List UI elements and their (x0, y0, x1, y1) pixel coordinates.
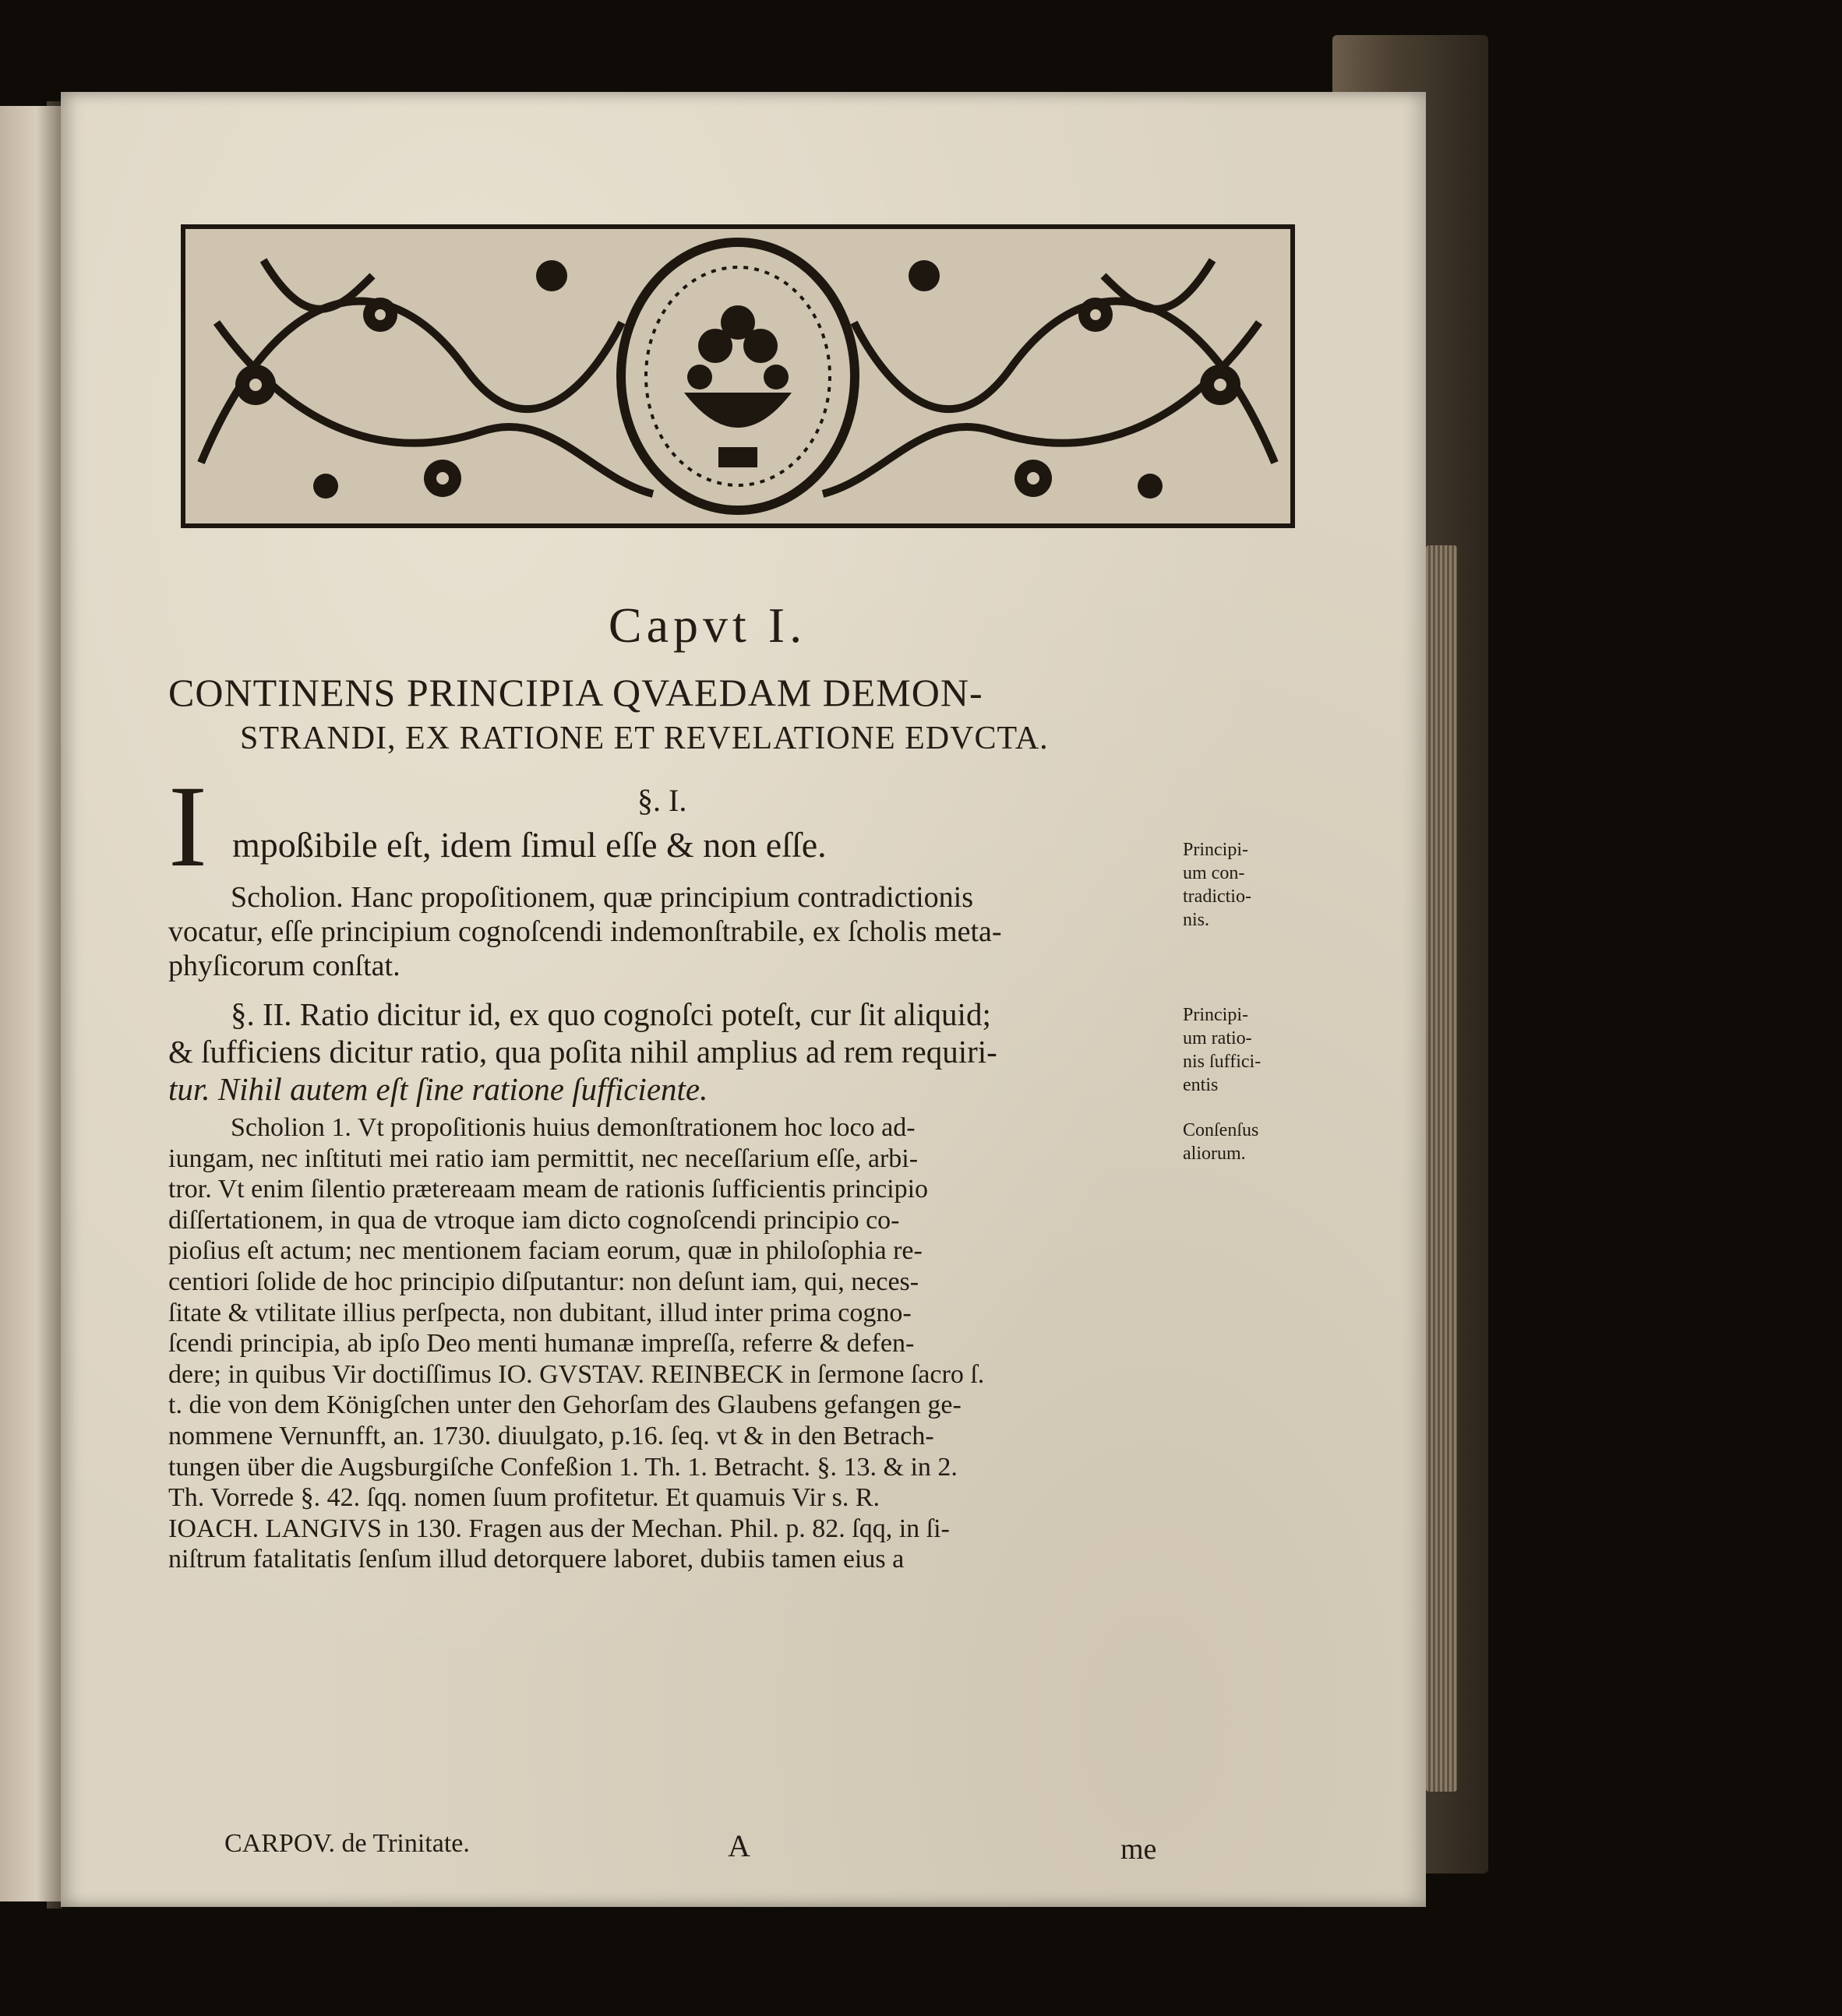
margin-note-line: um con- (1183, 863, 1245, 883)
margin-note-line: Conſenſus (1183, 1120, 1259, 1140)
section-1-text: mpoßibile eſt, idem ſimul eſſe & non eſſe. (232, 825, 827, 865)
margin-note-line: aliorum. (1183, 1144, 1246, 1164)
chapter-title-line-2: STRANDI, EX RATIONE ET REVELATIONE EDVCTA. (240, 721, 1049, 756)
footer-catchword: me (1120, 1833, 1157, 1866)
text-line: vocatur, eſſe principium cognoſcendi indemonſtrabile, ex ſcholis meta- (168, 915, 1002, 948)
section-2-paragraph (168, 996, 1259, 1108)
margin-note-line: nis. (1183, 910, 1210, 930)
left-page-edge (0, 106, 61, 1901)
text-line: phyſicorum conſtat. (168, 950, 401, 982)
text-line: ſitate & vtilitate illius perſpecta, non dubitant, illud inter prima cogno- (168, 1298, 912, 1327)
drop-cap: I (168, 762, 207, 891)
scholion-2-paragraph (168, 1112, 1275, 1575)
margin-note-line: Principi- (1183, 840, 1248, 860)
margin-note-line: tradictio- (1183, 886, 1251, 907)
section-1-label: §. I. (637, 783, 687, 818)
text-line: tur. Nihil autem eſt ſine ratione ſufficiente. (168, 1071, 708, 1107)
margin-note-line: um ratio- (1183, 1028, 1252, 1049)
footer-signature-mark: A (728, 1828, 750, 1863)
text-line: Th. Vorrede §. 42. ſqq. nomen ſuum profitetur. Et quamuis Vir s. R. (168, 1483, 880, 1513)
chapter-caput-text: Capvt I. (608, 597, 807, 653)
text-line: Scholion 1. Vt propoſitionis huius demonſtrationem hoc loco ad- (231, 1113, 916, 1142)
text-line: centiori ſolide de hoc principio diſputantur: non deſunt iam, qui, neces- (168, 1267, 919, 1296)
text-line: Scholion. Hanc propoſitionem, quæ principium contradictionis (231, 881, 974, 914)
text-line: nommene Vernunfft, an. 1730. diuulgato, p.16. ſeq. vt & in den Betrach- (168, 1421, 934, 1450)
text-line: tungen über die Augsburgiſche Confeßion 1. Th. 1. Betracht. §. 13. & in 2. (168, 1452, 958, 1482)
margin-note-consensus (1183, 1119, 1292, 1165)
text-line: diſſertationem, in qua de vtroque iam dicto cognoſcendi principio co- (168, 1205, 900, 1235)
margin-note-contradiction (1183, 838, 1292, 932)
text-line: iungam, nec inſtituti mei ratio iam permittit, nec neceſſarium eſſe, arbi- (168, 1144, 919, 1173)
text-line: IOACH. LANGIVS in 130. Fragen aus der Mechan. Phil. p. 82. ſqq, in ſi- (168, 1514, 950, 1543)
text-line: tror. Vt enim ſilentio prætereaam meam de rationis ſufficientis principio (168, 1175, 929, 1204)
chapter-title-line-1: CONTINENS PRINCIPIA QVAEDAM DEMON- (168, 671, 983, 714)
margin-note-line: Principi- (1183, 1005, 1248, 1025)
ornament-floral-icon (185, 229, 1290, 523)
scholion-1-paragraph (168, 880, 1259, 983)
headpiece-ornament (181, 224, 1295, 528)
margin-note-sufficient-reason (1183, 1003, 1292, 1097)
book-page (61, 92, 1426, 1907)
text-line: ſcendi principia, ab ipſo Deo menti humanæ impreſſa, referre & defen- (168, 1329, 915, 1359)
text-line: dere; in quibus Vir doctiſſimus IO. GVSTAV. REINBECK in ſermone ſacro ſ. (168, 1359, 985, 1389)
text-line: §. II. Ratio dicitur id, ex quo cognoſci poteſt, cur ſit aliquid; (231, 996, 991, 1032)
text-line: pioſius eſt actum; nec mentionem faciam eorum, quæ in philoſophia re- (168, 1236, 923, 1266)
page-stack (1426, 545, 1457, 1792)
text-line: & ſufficiens dicitur ratio, qua poſita nihil amplius ad rem requiri- (168, 1034, 997, 1070)
margin-note-line: entis (1183, 1075, 1219, 1095)
text-line: niſtrum fatalitatis ſenſum illud detorquere laboret, dubiis tamen eius a (168, 1545, 905, 1574)
footer-signature-text: CARPOV. de Trinitate. (224, 1829, 470, 1858)
margin-note-line: nis ſuffici- (1183, 1052, 1262, 1072)
text-line: t. die von dem Königſchen unter den Gehorſam des Glaubens gefangen ge- (168, 1390, 962, 1420)
